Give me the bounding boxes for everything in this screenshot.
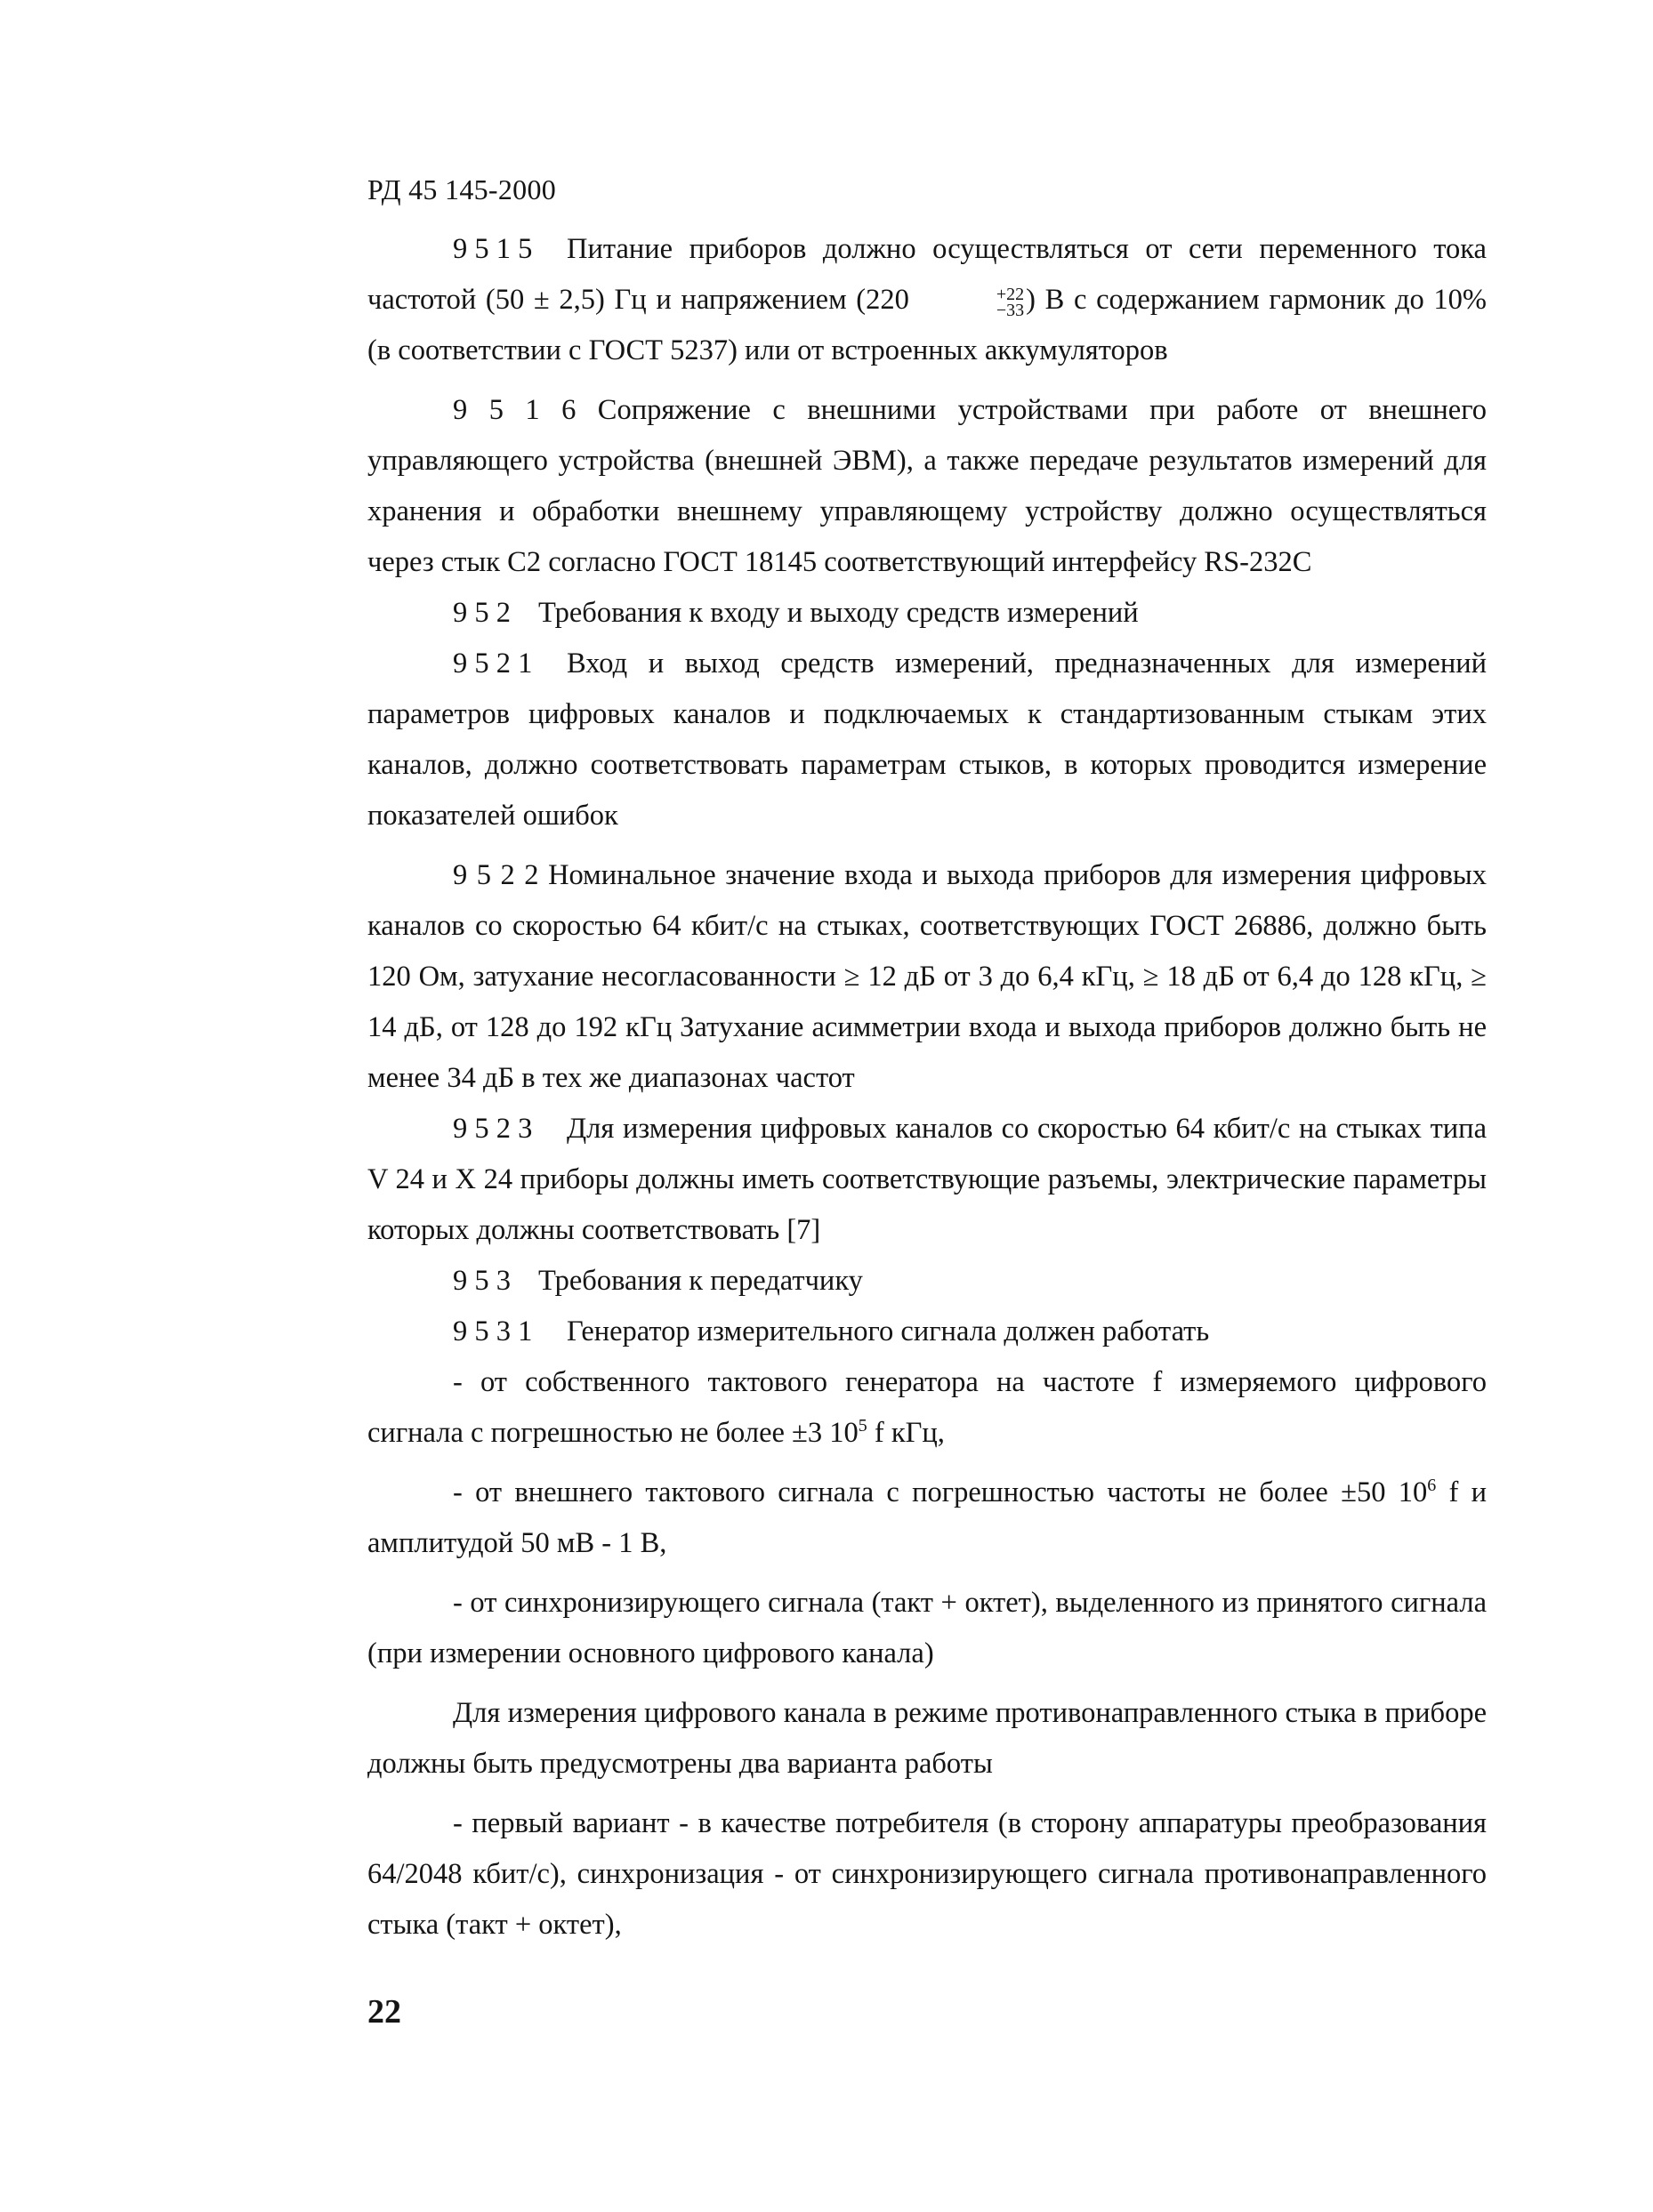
paragraph-9523: 9 5 2 3 Для измерения цифровых каналов со скоростью 64 кбит/с на стыках типа V 24 и X 24 приборы должны иметь соответствующие разъемы, электрические параметры которых должны соответствовать [7]: [367, 1104, 1487, 1256]
paragraph-952: 9 5 2 Требования к входу и выходу средств измерений: [367, 588, 1487, 639]
clause-number: 9 5 3: [453, 1265, 511, 1297]
list-item-sync-signal: - от синхронизирующего сигнала (такт + октет), выделенного из принятого сигнала (при измерении основного цифрового канала): [367, 1587, 1487, 1669]
paragraph-9521: 9 5 2 1 Вход и выход средств измерений, предназначенных для измерений параметров цифровых каналов и подключаемых к стандартизованным стыкам этих каналов, должно соответствовать параметрам стыков, в которых проводится измерение показателей ошибок: [367, 639, 1487, 841]
list-item-first-variant: - первый вариант - в качестве потребителя (в сторону аппаратуры преобразования 64/2048 кбит/с), синхронизация - от синхронизирующего сигнала противонаправленного стыка (такт + октет),: [367, 1807, 1487, 1941]
document-body: [367, 224, 1487, 1951]
clause-number: 9 5 2 1: [453, 648, 533, 680]
paragraph-counter-directional: Для измерения цифрового канала в режиме противонаправленного стыка в приборе должны быть предусмотрены два варианта работы: [367, 1697, 1487, 1780]
list-item-external-clock: - от внешнего тактового сигнала с погрешностью частоты не более ±50 $10^6$ f и амплитудой 50 мВ - 1 В,: [367, 1476, 1488, 1559]
paragraph-9522: 9 5 2 2 Номинальное значение входа и выхода приборов для измерения цифровых каналов со скоростью 64 кбит/с на стыках, соответствующих ГОСТ 26886, должно быть 120 Ом, затухание несогласованности ≥ 12 дБ от 3 до 6,4 кГц, ≥ 18 дБ от 6,4 до 128 кГц, ≥ 14 дБ, от 128 до 192 кГц Затухание асимметрии входа и выхода приборов должно быть не менее 34 дБ в тех же диапазонах частот: [367, 859, 1487, 1094]
page-number: 22: [367, 1993, 401, 2031]
clause-number: 9 5 2: [453, 597, 511, 629]
document-header: РД 45 145-2000: [367, 173, 557, 205]
clause-number: 9 5 2 3: [453, 1113, 533, 1145]
paragraph-9516: 9 5 1 6 Сопряжение с внешними устройствами при работе от внешнего управляющего устройства (внешней ЭВМ), а также передаче результатов измерений для хранения и обработки внешнему управляющему устройству должно осуществляться через стык С2 согласно ГОСТ 18145 соответствующий интерфейсу RS-232C: [367, 394, 1487, 578]
paragraph-9515: 9 5 1 5 Питание приборов должно осуществляться от сети переменного тока частотой (50 ± 2,5) Гц и напряжением (220 +22 −33 ) В с содержанием гармоник до 10% (в соответствии с ГОСТ 5237) или от встроенных аккумуляторов: [367, 224, 1487, 376]
paragraph-953: 9 5 3 Требования к передатчику: [367, 1256, 1487, 1307]
list-item-own-clock: - от собственного тактового генератора на частоте f измеряемого цифрового сигнала с погрешностью не более ±3 $10^5$ f кГц,: [367, 1366, 1487, 1449]
clause-number: 9 5 3 1: [453, 1315, 533, 1347]
clause-number: 9 5 1 5: [453, 233, 533, 265]
paragraph-9531: 9 5 3 1 Генератор измерительного сигнала должен работать: [367, 1307, 1487, 1357]
tolerance-fraction: +22 −33: [996, 284, 1025, 320]
